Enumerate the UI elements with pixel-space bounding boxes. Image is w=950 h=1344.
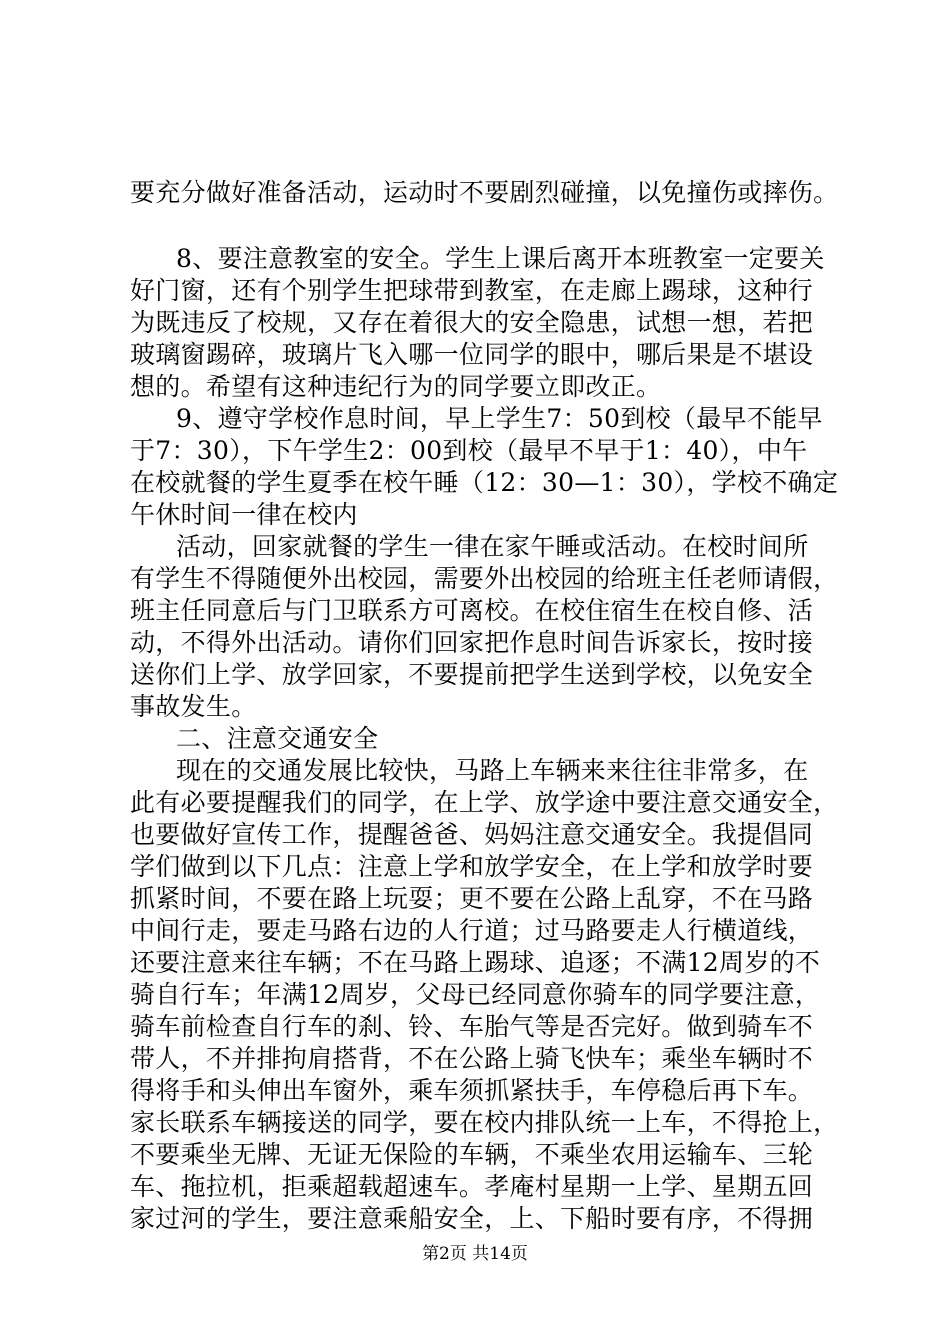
text-line: 动，不得外出活动。请你们回家把作息时间告诉家长，按时接 [130,628,814,657]
text-line: 午休时间一律在校内 [130,500,358,529]
text-line: 在校就餐的学生夏季在校午睡（12：30—1：30），学校不确定 [130,468,839,497]
text-line: 抓紧时间，不要在路上玩耍；更不要在公路上乱穿，不在马路 [130,884,814,913]
text-line: 玻璃窗踢碎，玻璃片飞入哪一位同学的眼中，哪后果是不堪设 [130,340,814,369]
text-line: 得将手和头伸出车窗外，乘车须抓紧扶手，车停稳后再下车。 [130,1076,814,1105]
text-line: 带人，不并排拘肩搭背，不在公路上骑飞快车；乘坐车辆时不 [130,1044,814,1073]
text-line: 要充分做好准备活动，运动时不要剧烈碰撞，以免撞伤或摔伤。 [130,178,839,207]
page-footer: 第2页 共14页 [422,1244,528,1264]
text-line: 送你们上学、放学回家，不要提前把学生送到学校，以免安全 [130,660,814,689]
text-line: 还要注意来往车辆；不在马路上踢球、追逐；不满12周岁的不 [130,948,821,977]
text-line: 活动，回家就餐的学生一律在家午睡或活动。在校时间所 [176,532,809,561]
text-line: 骑车前检查自行车的刹、铃、车胎气等是否完好。做到骑车不 [130,1012,814,1041]
text-line: 好门窗，还有个别学生把球带到教室，在走廊上踢球，这种行 [130,276,814,305]
text-line: 骑自行车；年满12周岁，父母已经同意你骑车的同学要注意， [130,980,821,1009]
text-line: 9、遵守学校作息时间，早上学生7：50到校（最早不能早 [176,404,823,433]
text-line: 于7：30），下午学生2：00到校（最早不早于1：40），中午 [130,436,808,465]
section-heading: 二、注意交通安全 [176,724,379,753]
text-line: 也要做好宣传工作，提醒爸爸、妈妈注意交通安全。我提倡同 [130,820,814,849]
text-line: 中间行走，要走马路右边的人行道；过马路要走人行横道线， [130,916,814,945]
text-line: 班主任同意后与门卫联系方可离校。在校住宿生在校自修、活 [130,596,814,625]
text-line: 现在的交通发展比较快，马路上车辆来来往往非常多，在 [176,756,809,785]
text-line: 事故发生。 [130,692,257,721]
text-line: 家过河的学生，要注意乘船安全，上、下船时要有序，不得拥 [130,1204,814,1233]
text-line: 想的。希望有这种违纪行为的同学要立即改正。 [130,372,662,401]
text-line: 此有必要提醒我们的同学，在上学、放学途中要注意交通安全， [130,788,839,817]
text-line: 车、拖拉机，拒乘超载超速车。孝庵村星期一上学、星期五回 [130,1172,814,1201]
text-line: 家长联系车辆接送的同学，要在校内排队统一上车，不得抢上， [130,1108,839,1137]
text-line: 不要乘坐无牌、无证无保险的车辆，不乘坐农用运输车、三轮 [130,1140,814,1169]
text-line: 8、要注意教室的安全。学生上课后离开本班教室一定要关 [176,244,825,273]
text-line: 为既违反了校规，又存在着很大的安全隐患，试想一想，若把 [130,308,814,337]
text-line: 有学生不得随便外出校园，需要外出校园的给班主任老师请假， [130,564,839,593]
text-line: 学们做到以下几点：注意上学和放学安全，在上学和放学时要 [130,852,814,881]
